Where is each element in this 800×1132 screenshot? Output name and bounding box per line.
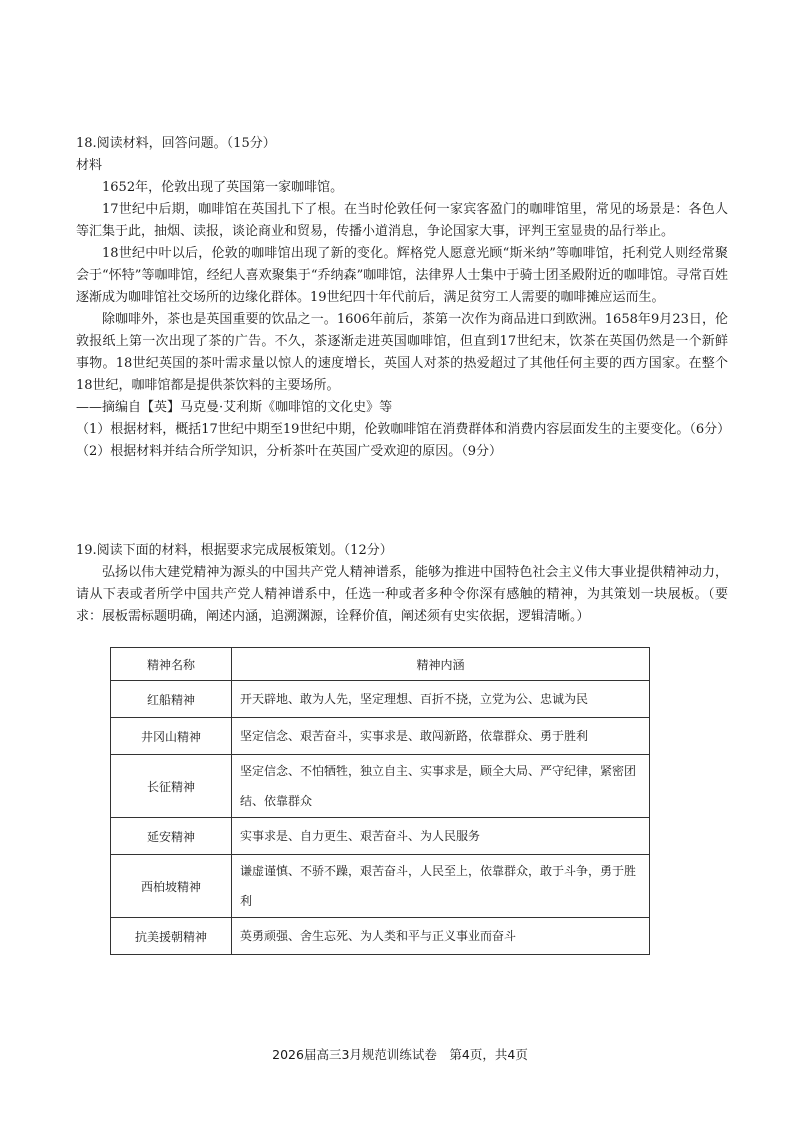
spirit-content: 开天辟地、敢为人先，坚定理想、百折不挠，立党为公、忠诚为民 [232, 681, 650, 718]
table-row [111, 755, 650, 818]
spirit-name: 井冈山精神 [111, 718, 232, 755]
spirit-name: 延安精神 [111, 818, 232, 855]
table-row [111, 855, 650, 918]
spirit-content: 实事求是、自力更生、艰苦奋斗、为人民服务 [232, 818, 650, 855]
question-19 [76, 540, 728, 628]
table-row [111, 718, 650, 755]
material-paragraph: 18世纪中叶以后，伦敦的咖啡馆出现了新的变化。辉格党人愿意光顾“斯米纳”等咖啡馆，托利党人则经常聚会于“怀特”等咖啡馆，经纪人喜欢聚集于“乔纳森”咖啡馆，法律界人士集中于骑士团圣殿附近的咖啡馆。寻常百姓逐渐成为咖啡馆社交场所的边缘化群体。19世纪四十年代前后，满足贫穷工人需要的咖啡摊应运而生。 [76, 246, 728, 305]
table-header-row [111, 648, 650, 681]
spirit-content: 坚定信念、艰苦奋斗，实事求是、敢闯新路，依靠群众、勇于胜利 [232, 718, 650, 755]
sub-question-2: （2）根据材料并结合所学知识，分析茶叶在英国广受欢迎的原因。（9分） [76, 444, 503, 459]
header-spirit-name: 精神名称 [111, 648, 232, 681]
material-paragraph: 除咖啡外，茶也是英国重要的饮品之一。1606年前后，茶第一次作为商品进口到欧洲。1658年9月23日，伦敦报纸上第一次出现了茶的广告。不久，茶逐渐走进英国咖啡馆，但直到17世纪末，饮茶在英国仍然是一个新鲜事物。18世纪英国的茶叶需求量以惊人的速度增长，英国人对茶的热爱超过了其他任何主要的西方国家。在整个18世纪，咖啡馆都是提供茶饮料的主要场所。 [76, 312, 728, 393]
page-footer: 2026届高三3月规范训练试卷 第4页，共4页 [272, 1047, 528, 1062]
spirit-name: 红船精神 [111, 681, 232, 718]
material-label: 材料 [76, 158, 103, 173]
spirit-table [110, 647, 650, 955]
sub-question-1: （1）根据材料，概括17世纪中期至19世纪中期，伦敦咖啡馆在消费群体和消费内容层面发生的主要变化。（6分） [76, 422, 731, 437]
question-18-heading: 18.阅读材料，回答问题。（15分） [76, 136, 276, 151]
question-19-heading: 19.阅读下面的材料，根据要求完成展板策划。（12分） [76, 543, 393, 558]
header-spirit-content: 精神内涵 [232, 648, 650, 681]
spirit-content: 英勇顽强、舍生忘死、为人类和平与正义事业而奋斗 [232, 918, 650, 955]
material-source: ——摘编自【英】马克曼·艾利斯《咖啡馆的文化史》等 [76, 400, 393, 415]
spirit-content: 坚定信念、不怕牺牲，独立自主、实事求是，顾全大局、严守纪律，紧密团结、依靠群众 [232, 755, 650, 818]
material-paragraph: 1652年，伦敦出现了英国第一家咖啡馆。 [102, 180, 344, 195]
table-row [111, 681, 650, 718]
question-19-intro: 弘扬以伟大建党精神为源头的中国共产党人精神谱系，能够为推进中国特色社会主义伟大事业提供精神动力，请从下表或者所学中国共产党人精神谱系中，任选一种或者多种令你深有感触的精神，为其策划一块展板。（要求：展板需标题明确，阐述内涵，追溯渊源，诠释价值，阐述须有史实依据，逻辑清晰。） [76, 565, 728, 624]
spirit-content: 谦虚谨慎、不骄不躁，艰苦奋斗，人民至上，依靠群众，敢于斗争，勇于胜利 [232, 855, 650, 918]
table-row [111, 918, 650, 955]
table-row [111, 818, 650, 855]
question-18 [76, 133, 731, 463]
spirit-name: 长征精神 [111, 755, 232, 818]
spirit-name: 抗美援朝精神 [111, 918, 232, 955]
spirit-name: 西柏坡精神 [111, 855, 232, 918]
material-paragraph: 17世纪中后期，咖啡馆在英国扎下了根。在当时伦敦任何一家宾客盈门的咖啡馆里，常见的场景是：各色人等汇集于此，抽烟、读报，谈论商业和贸易，传播小道消息，争论国家大事，评判王室显贵的品行举止。 [76, 202, 728, 239]
